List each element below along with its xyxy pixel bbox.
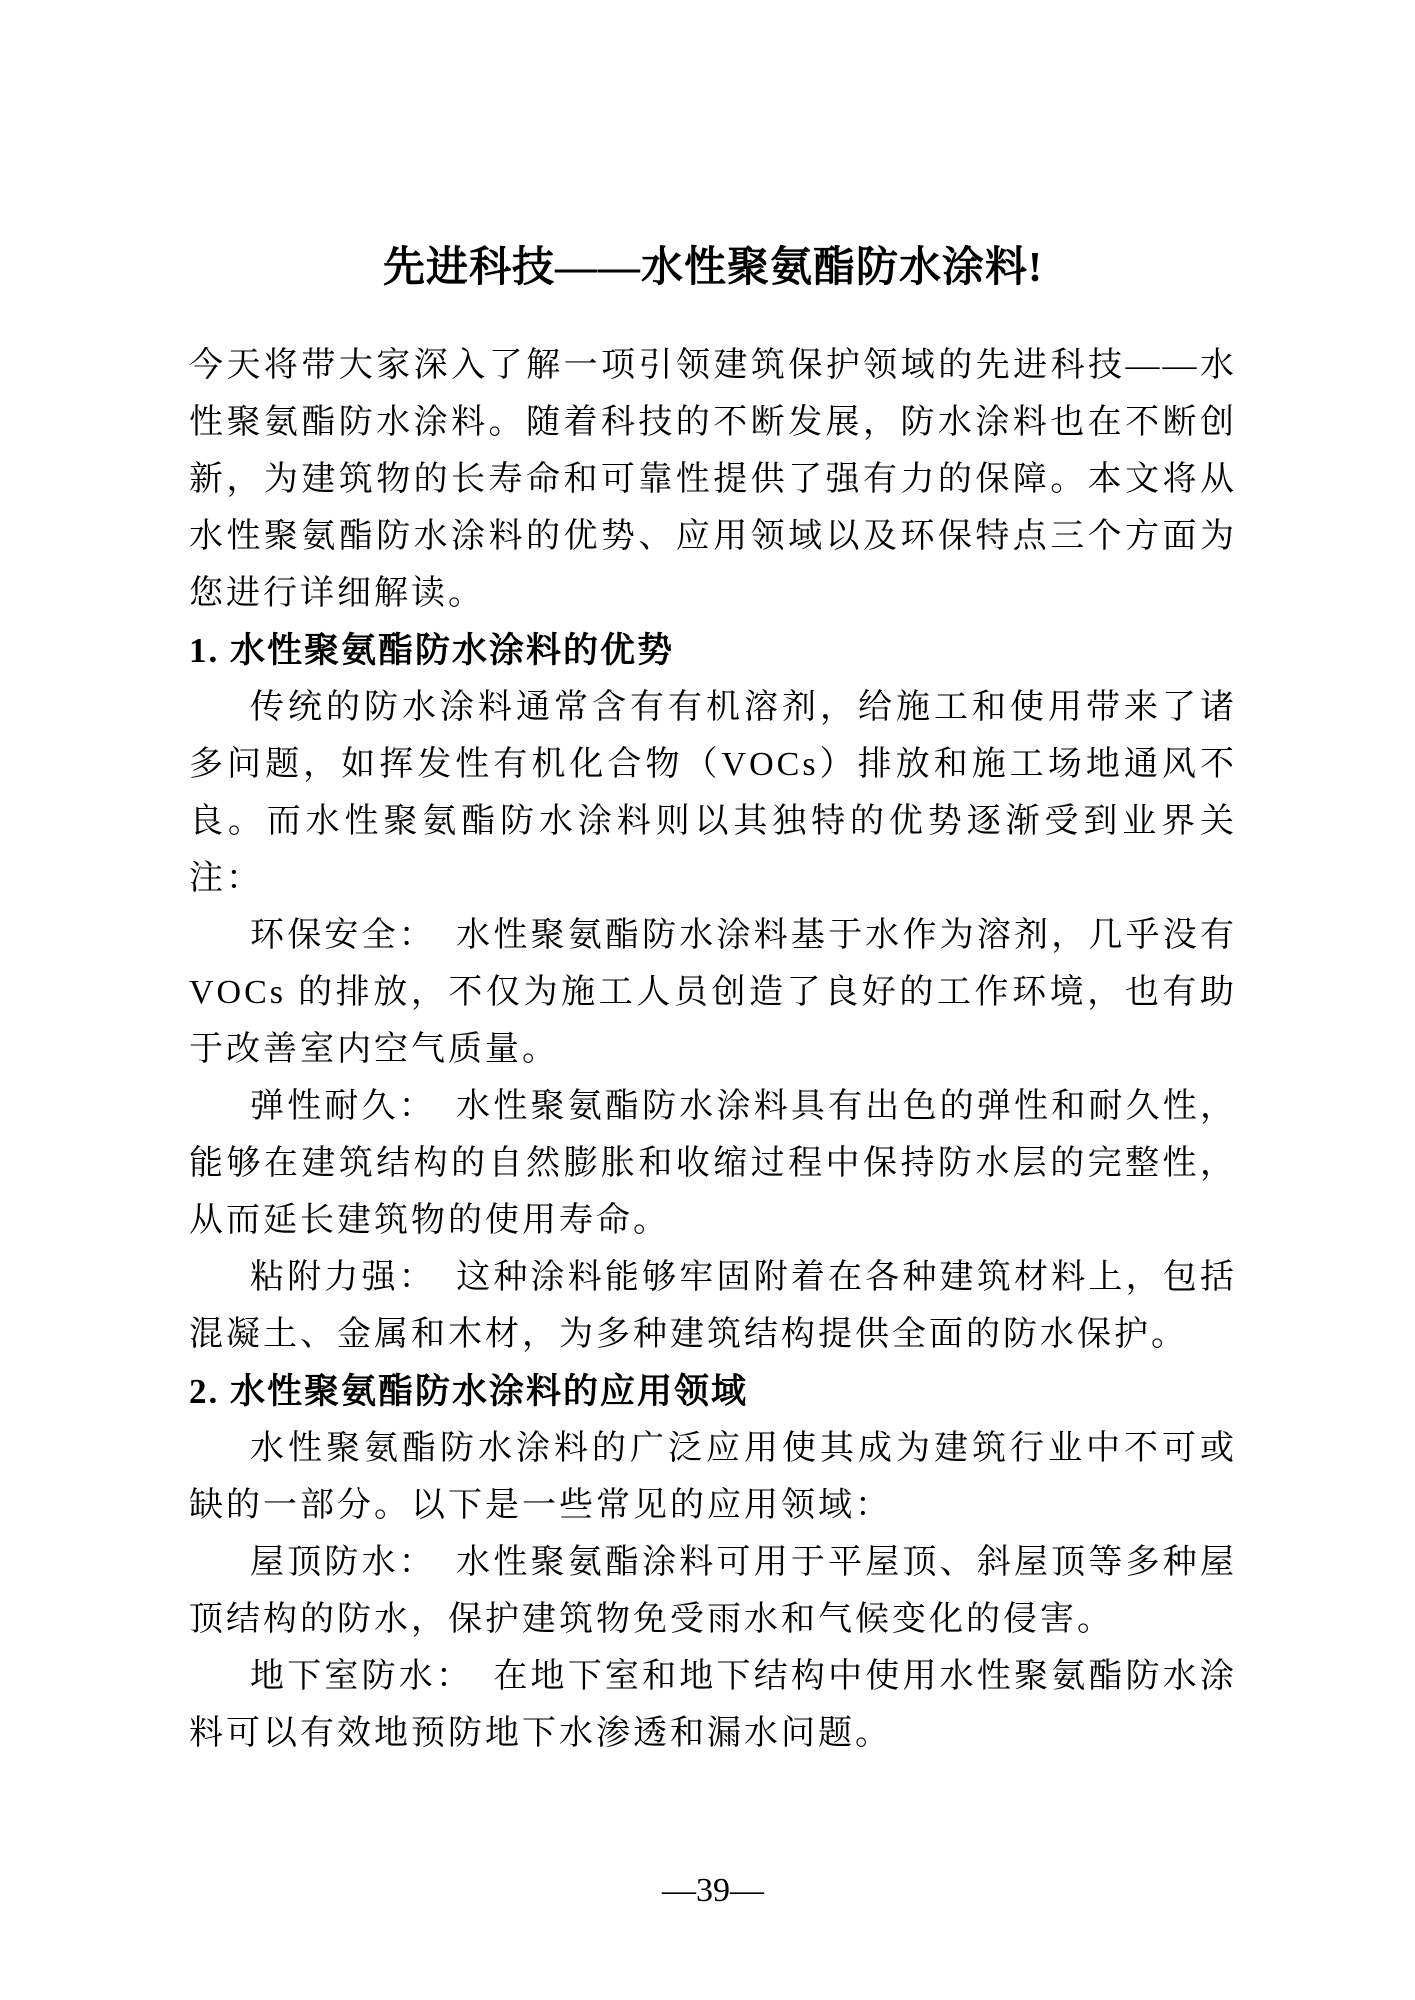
paragraph-traditional-coatings: 传统的防水涂料通常含有有机溶剂，给施工和使用带来了诸多问题，如挥发性有机化合物（VOCs）排放和施工场地通风不良。而水性聚氨酯防水涂料则以其独特的优势逐渐受到业界关注：: [189, 689, 1237, 897]
paragraph-roof-waterproofing: 屋顶防水： 水性聚氨酯涂料可用于平屋顶、斜屋顶等多种屋顶结构的防水，保护建筑物免受雨水和气候变化的侵害。: [189, 1544, 1237, 1638]
page-number: —39—: [662, 1872, 764, 1909]
section-heading-advantages: 1. 水性聚氨酯防水涂料的优势: [189, 631, 675, 670]
section-heading-applications: 2. 水性聚氨酯防水涂料的应用领域: [189, 1372, 749, 1411]
paragraph-applications-intro: 水性聚氨酯防水涂料的广泛应用使其成为建筑行业中不可或缺的一部分。以下是一些常见的应用领域：: [189, 1430, 1237, 1524]
paragraph-strong-adhesion: 粘附力强： 这种涂料能够牢固附着在各种建筑材料上，包括混凝土、金属和木材，为多种建筑结构提供全面的防水保护。: [189, 1259, 1237, 1353]
document-content: [189, 0, 1237, 1919]
paragraph-basement-waterproofing: 地下室防水： 在地下室和地下结构中使用水性聚氨酯防水涂料可以有效地预防地下水渗透和漏水问题。: [189, 1658, 1237, 1752]
paragraph-eco-safety: 环保安全： 水性聚氨酯防水涂料基于水作为溶剂，几乎没有 VOCs 的排放，不仅为施工人员创造了良好的工作环境，也有助于改善室内空气质量。: [189, 917, 1237, 1068]
paragraph-elastic-durability: 弹性耐久： 水性聚氨酯防水涂料具有出色的弹性和耐久性，能够在建筑结构的自然膨胀和收缩过程中保持防水层的完整性，从而延长建筑物的使用寿命。: [189, 1088, 1237, 1239]
paragraph-intro: 今天将带大家深入了解一项引领建筑保护领域的先进科技——水性聚氨酯防水涂料。随着科技的不断发展，防水涂料也在不断创新，为建筑物的长寿命和可靠性提供了强有力的保障。本文将从水性聚氨酯防水涂料的优势、应用领域以及环保特点三个方面为您进行详细解读。: [189, 347, 1237, 612]
document-title: 先进科技——水性聚氨酯防水涂料!: [383, 245, 1043, 291]
